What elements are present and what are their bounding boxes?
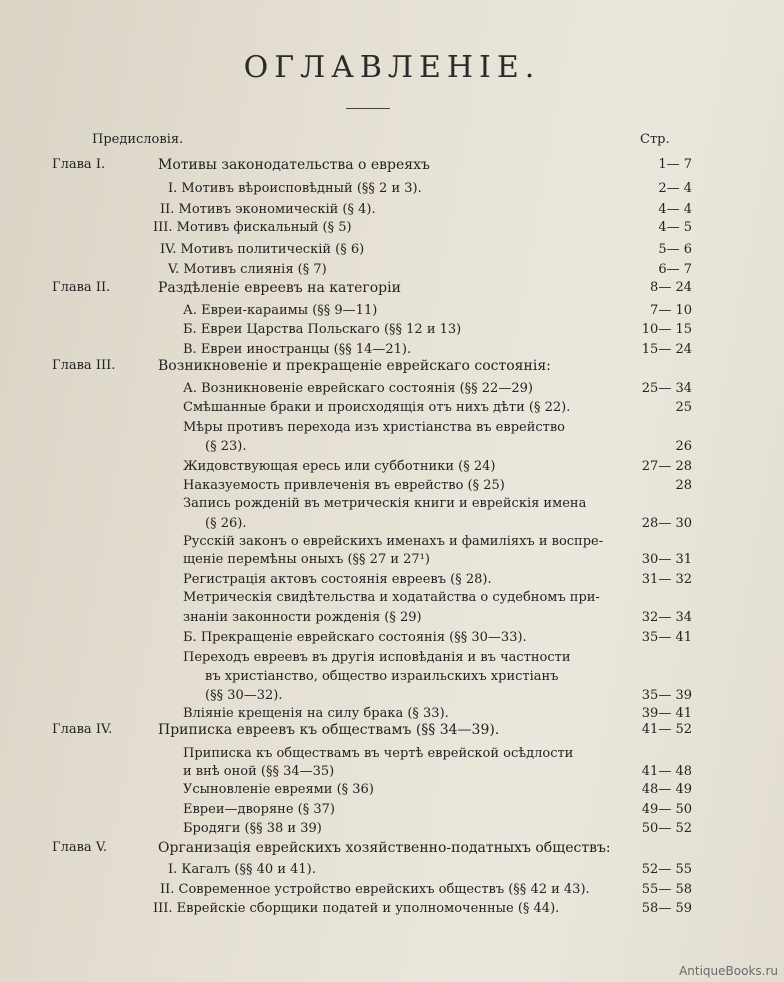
toc-entry-pages: 6— 7: [658, 262, 692, 277]
chapter-title: Организація еврейскихъ хозяйственно-податныхъ обществъ:: [158, 840, 611, 856]
toc-entry-text: и внѣ оной (§§ 34—35): [183, 764, 335, 779]
toc-entry-text: (§ 26).: [205, 516, 247, 531]
toc-entry-pages: 41— 48: [641, 764, 692, 779]
toc-entry-pages: 50— 52: [641, 821, 692, 836]
chapter-pages: 1— 7: [658, 157, 692, 172]
toc-entry-text: IV. Мотивъ политическій (§ 6): [160, 242, 365, 257]
toc-entry-pages: 2— 4: [658, 181, 692, 196]
toc-entry-text: V. Мотивъ слиянія (§ 7): [168, 262, 327, 277]
toc-entry-pages: 4— 5: [658, 220, 692, 235]
toc-entry-pages: 49— 50: [641, 802, 692, 817]
toc-entry-text: Евреи—дворяне (§ 37): [183, 802, 335, 817]
toc-entry-pages: 26: [675, 439, 692, 454]
chapter-label: Глава II.: [52, 280, 111, 295]
toc-entry-pages: 15— 24: [641, 342, 692, 357]
page-title: ОГЛАВЛЕНІЕ.: [243, 50, 541, 85]
toc-entry-pages: 31— 32: [641, 572, 692, 587]
toc-entry-text: (§ 23).: [205, 439, 247, 454]
title-rule: [346, 108, 390, 109]
toc-entry-pages: 55— 58: [641, 882, 692, 897]
toc-entry-text: Бродяги (§§ 38 и 39): [183, 821, 322, 836]
toc-entry-text: Запись рожденій въ метрическія книги и еврейскія имена: [183, 496, 587, 511]
toc-entry-pages: 4— 4: [658, 202, 692, 217]
toc-entry-pages: 35— 41: [641, 630, 692, 645]
toc-entry-text: В. Евреи иностранцы (§§ 14—21).: [183, 342, 412, 357]
toc-entry-text: Переходъ евреевъ въ другія исповѣданія и въ частности: [183, 650, 571, 665]
toc-entry-text: III. Еврейскіе сборщики податей и уполномоченные (§ 44).: [153, 901, 560, 916]
toc-entry-text: щеніе перемѣны оныхъ (§§ 27 и 27¹): [183, 552, 430, 567]
toc-entry-text: Смѣшанные браки и происходящія отъ нихъ дѣти (§ 22).: [183, 400, 571, 415]
toc-entry-text: Жидовствующая ересь или субботники (§ 24): [183, 459, 496, 474]
chapter-pages: 41— 52: [641, 722, 692, 737]
toc-entry-text: II. Современное устройство еврейскихъ обществъ (§§ 42 и 43).: [160, 882, 590, 897]
pages-header: Стр.: [640, 132, 670, 147]
toc-entry-pages: 27— 28: [641, 459, 692, 474]
toc-entry-pages: 25— 34: [641, 381, 692, 396]
toc-entry-text: Б. Прекращеніе еврейскаго состоянія (§§ 30—33).: [183, 630, 527, 645]
chapter-title: Возникновеніе и прекращеніе еврейскаго состоянія:: [158, 358, 551, 374]
toc-entry-pages: 32— 34: [641, 610, 692, 625]
toc-entry-text: Б. Евреи Царства Польскаго (§§ 12 и 13): [183, 322, 462, 337]
toc-entry-pages: 39— 41: [641, 706, 692, 721]
preface-label: Предисловія.: [92, 132, 184, 147]
toc-entry-pages: 28— 30: [641, 516, 692, 531]
toc-entry-text: Вліяніе крещенія на силу брака (§ 33).: [183, 706, 449, 721]
toc-entry-pages: 28: [675, 478, 692, 493]
toc-entry-pages: 7— 10: [650, 303, 692, 318]
chapter-title: Мотивы законодательства о евреяхъ: [158, 157, 430, 173]
toc-entry-pages: 52— 55: [641, 862, 692, 877]
toc-entry-text: Регистрація актовъ состоянія евреевъ (§ 28).: [183, 572, 492, 587]
toc-entry-text: II. Мотивъ экономическій (§ 4).: [160, 202, 376, 217]
watermark: AntiqueBooks.ru: [679, 964, 778, 978]
toc-entry-text: знаніи законности рожденія (§ 29): [183, 610, 422, 625]
toc-entry-text: А. Евреи-караимы (§§ 9—11): [183, 303, 378, 318]
toc-entry-pages: 48— 49: [641, 782, 692, 797]
toc-entry-pages: 10— 15: [641, 322, 692, 337]
toc-entry-text: I. Мотивъ вѣроисповѣдный (§§ 2 и 3).: [168, 181, 422, 196]
chapter-label: Глава IV.: [52, 722, 113, 737]
toc-entry-pages: 35— 39: [641, 688, 692, 703]
chapter-label: Глава V.: [52, 840, 108, 855]
toc-entry-text: III. Мотивъ фискальный (§ 5): [153, 220, 352, 235]
toc-entry-text: Мѣры противъ перехода изъ христіанства въ еврейство: [183, 420, 565, 435]
toc-entry-text: Русскій законъ о еврейскихъ именахъ и фамиліяхъ и воспре-: [183, 534, 604, 549]
toc-entry-text: Приписка къ обществамъ въ чертѣ еврейской осѣдлости: [183, 746, 574, 761]
toc-entry-pages: 25: [675, 400, 692, 415]
toc-entry-pages: 5— 6: [658, 242, 692, 257]
toc-entry-text: А. Возникновеніе еврейскаго состоянія (§§ 22—29): [183, 381, 533, 396]
chapter-title: Раздѣленіе евреевъ на категоріи: [158, 280, 401, 296]
chapter-pages: 8— 24: [650, 280, 692, 295]
toc-entry-text: I. Кагалъ (§§ 40 и 41).: [168, 862, 316, 877]
toc-entry-pages: 30— 31: [641, 552, 692, 567]
toc-entry-text: Метрическія свидѣтельства и ходатайства о судебномъ при-: [183, 590, 600, 605]
toc-entry-text: въ христіанство, общество израильскихъ христіанъ: [205, 669, 559, 684]
toc-entry-text: Наказуемость привлеченія въ еврейство (§ 25): [183, 478, 505, 493]
toc-entry-text: (§§ 30—32).: [205, 688, 283, 703]
chapter-title: Приписка евреевъ къ обществамъ (§§ 34—39).: [158, 722, 500, 738]
chapter-label: Глава III.: [52, 358, 116, 373]
toc-entry-pages: 58— 59: [641, 901, 692, 916]
toc-entry-text: Усыновленіе евреями (§ 36): [183, 782, 374, 797]
chapter-label: Глава I.: [52, 157, 106, 172]
